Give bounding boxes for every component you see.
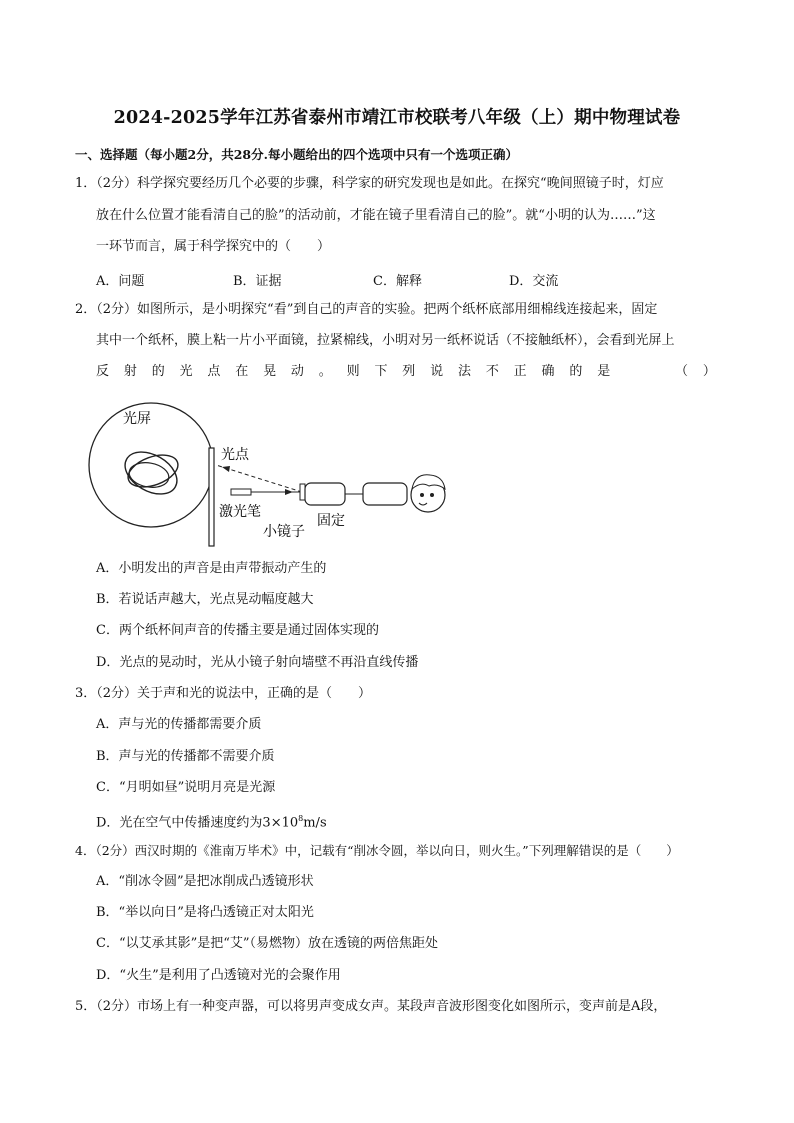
q3-option-a: A．声与光的传播都需要介质	[96, 717, 262, 732]
q3-stem: 3．（2分）关于声和光的说法中，正确的是（ ）	[75, 686, 372, 701]
q1-line-1: 1．（2分）科学探究要经历几个必要的步骤，科学家的研究发现也是如此。在探究“晚间照镜子时，灯应	[75, 176, 664, 191]
q1-option-b: B．证据	[233, 274, 282, 289]
incident-arrow	[285, 489, 293, 495]
paper-cup-fixed	[305, 483, 345, 505]
fixed-label: 固定	[317, 513, 345, 529]
q1-option-a: A．问题	[96, 274, 145, 289]
section-heading: 一、选择题（每小题2分，共28分.每小题给出的四个选项中只有一个选项正确）	[75, 147, 518, 162]
page-title: 2024-2025学年江苏省泰州市靖江市校联考八年级（上）期中物理试卷	[113, 108, 681, 128]
q2-line-1: 2．（2分）如图所示，是小明探究“看”到自己的声音的实验。把两个纸杯底部用细棉线连接起来，固定	[75, 302, 658, 317]
q2-option-c: C．两个纸杯间声音的传播主要是通过固体实现的	[96, 623, 379, 638]
q4-option-d: D．“火生”是利用了凸透镜对光的会聚作用	[96, 968, 341, 983]
paper-cup-talk	[363, 483, 407, 505]
q1-option-d: D．交流	[509, 274, 559, 289]
q2-option-b: B．若说话声越大，光点晃动幅度越大	[96, 592, 314, 607]
q4-option-b: B．“举以向日”是将凸透镜正对太阳光	[96, 905, 314, 920]
q5-stem: 5．（2分）市场上有一种变声器，可以将男声变成女声。某段声音波形图变化如图所示，变声前是A段，	[75, 999, 667, 1014]
magnified-circle	[89, 403, 213, 527]
experiment-figure	[85, 393, 465, 548]
q3-option-b: B．声与光的传播都不需要介质	[96, 749, 275, 764]
q2-option-a: A．小明发出的声音是由声带振动产生的	[96, 561, 327, 576]
q4-option-a: A．“削冰令圆”是把冰削成凸透镜形状	[96, 874, 314, 889]
laser-label: 激光笔	[219, 504, 261, 520]
small-mirror	[300, 484, 305, 500]
q4-stem: 4．（2分）西汉时期的《淮南万毕术》中，记载有“削冰令圆，举以向日，则火生。”下列理解错误的是（ ）	[75, 843, 679, 858]
boy-face-icon	[411, 475, 445, 512]
spot-label: 光点	[221, 447, 249, 463]
q1-line-3: 一环节而言，属于科学探究中的（ ）	[96, 239, 331, 254]
q3-option-d: D．光在空气中传播速度约为$3\times 10^8m/s$	[96, 814, 327, 831]
q2-line-3: 反 射 的 光 点 在 晃 动 。 则 下 列 说 法 不 正 确 的 是 （ ）	[96, 364, 716, 379]
mirror-label: 小镜子	[263, 524, 305, 540]
q1-options	[96, 270, 558, 289]
q2-option-d: D．光点的晃动时，光从小镜子射向墙壁不再沿直线传播	[96, 655, 419, 670]
q1-option-c: C．解释	[373, 274, 422, 289]
q2-line-2: 其中一个纸杯，膜上粘一片小平面镜，拉紧棉线，小明对另一纸杯说话（不接触纸杯），会看到光屏上	[96, 333, 675, 348]
q4-option-c: C．“以艾承其影”是把“艾”（易燃物）放在透镜的两倍焦距处	[96, 936, 439, 951]
laser-pen	[231, 489, 251, 495]
q1-line-2: 放在什么位置才能看清自己的脸”的活动前，才能在镜子里看清自己的脸”。就“小明的认为……”这	[96, 208, 656, 223]
screen-label: 光屏	[123, 411, 151, 427]
reflected-arrow	[222, 466, 230, 472]
wall-screen	[209, 448, 214, 546]
q3-option-c: C．“月明如昼”说明月亮是光源	[96, 780, 276, 795]
